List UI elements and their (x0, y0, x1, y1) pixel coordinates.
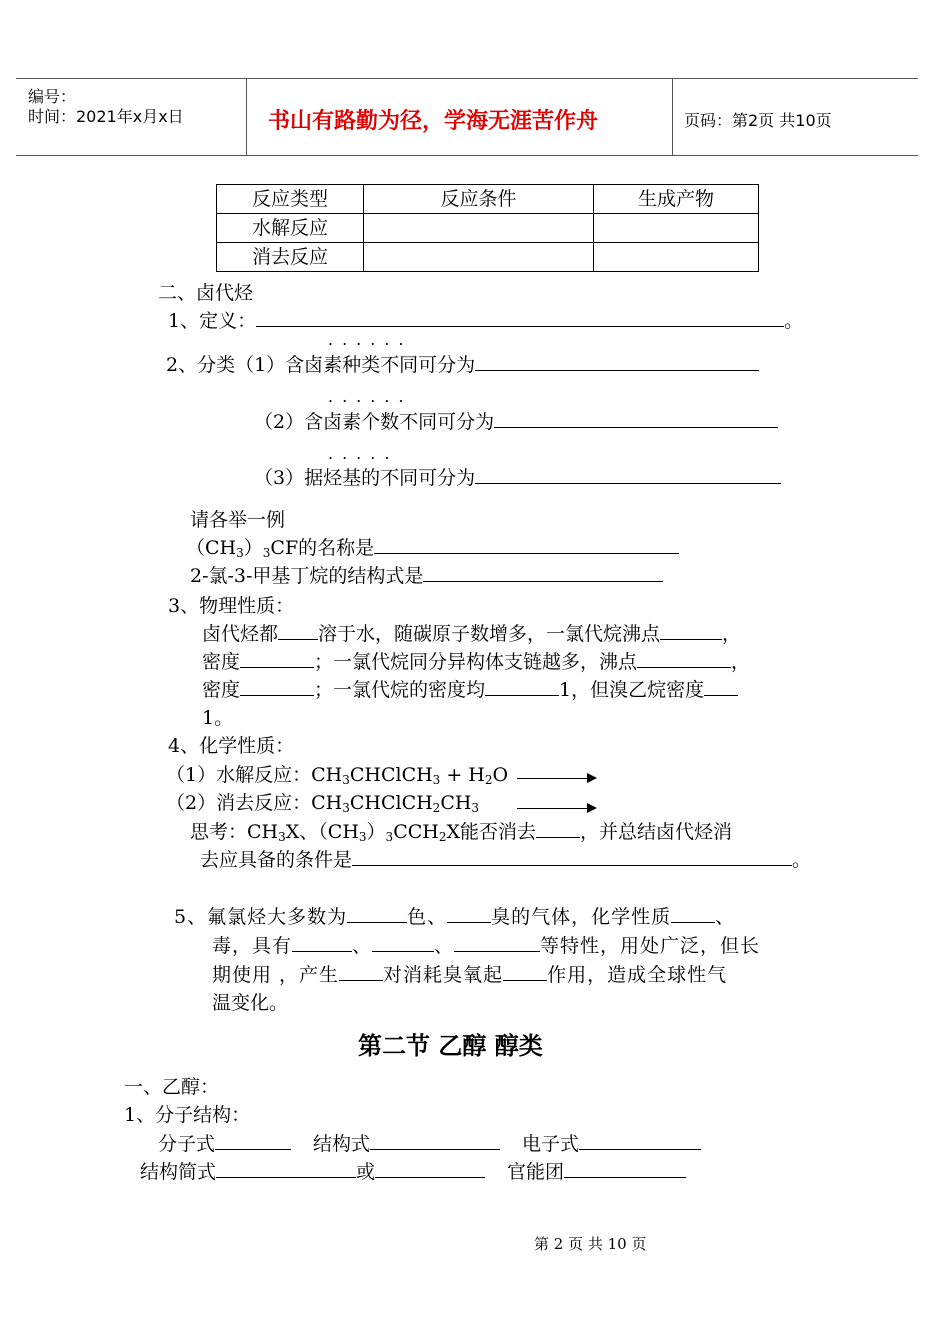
answer-blank[interactable] (494, 407, 778, 428)
answer-blank[interactable] (660, 619, 722, 640)
table-cell-empty[interactable] (364, 214, 594, 243)
answer-blank[interactable] (256, 306, 784, 327)
hydrolysis-reaction: （1）水解反应：$CH_3CHClCH_3 + H_2O$ (166, 764, 509, 787)
structure-title: 1、分子结构： (124, 1104, 251, 1126)
header-divider-left (246, 78, 247, 155)
page-footer: 第 2 页 共 10 页 (534, 1235, 647, 1253)
classification-line-3: （3）据烃基的不同可分为 (254, 463, 781, 490)
table-row (217, 243, 759, 272)
example-title: 请各举一例 (190, 509, 286, 531)
physical-line-3: 密度 ；一氯代烷的密度均 1，但溴乙烷密度 (202, 675, 738, 702)
example-line-2: 2-氯-3-甲基丁烷的结构式是 (190, 561, 663, 588)
answer-blank[interactable] (347, 902, 407, 923)
reaction-table (216, 184, 759, 272)
header-divider-right (672, 78, 673, 155)
answer-blank[interactable] (339, 960, 383, 981)
item5-line-1: 5、氟氯烃大多数为 色、 臭的气体，化学性质 、 (174, 902, 735, 929)
answer-blank[interactable] (216, 1157, 356, 1178)
answer-blank[interactable] (370, 1129, 500, 1150)
table-cell-empty[interactable] (364, 243, 594, 272)
answer-blank[interactable] (475, 350, 759, 371)
reaction-arrow (517, 778, 595, 779)
answer-blank[interactable] (536, 817, 580, 838)
table-cell-empty[interactable] (594, 214, 759, 243)
elimination-reaction: （2）消去反应：$CH_3CHClCH_2CH_3$ (166, 792, 480, 815)
answer-blank[interactable] (215, 1129, 291, 1150)
definition-line: 1、定义： 。 (168, 306, 803, 333)
physical-line-4: 1。 (202, 707, 234, 729)
physical-properties-title: 3、物理性质： (168, 595, 295, 617)
answer-blank[interactable] (352, 845, 792, 866)
answer-blank[interactable] (240, 647, 314, 668)
answer-blank[interactable] (423, 561, 663, 582)
item5-line-3: 期使用 ，产生 对消耗臭氧起 作用，造成全球性气 (212, 960, 727, 987)
table-cell: 水解反应 (217, 214, 364, 243)
answer-blank[interactable] (374, 533, 679, 554)
emphasis-dots: ...... (328, 330, 413, 349)
answer-blank[interactable] (375, 1157, 485, 1178)
ethanol-heading: 一、乙醇： (124, 1076, 220, 1098)
header-bottom-rule (16, 155, 918, 156)
answer-blank[interactable] (447, 902, 491, 923)
answer-blank[interactable] (454, 931, 540, 952)
answer-blank[interactable] (485, 675, 559, 696)
header-time: 时间：2021年x月x日 (28, 107, 184, 126)
answer-blank[interactable] (240, 675, 314, 696)
answer-blank[interactable] (579, 1129, 701, 1150)
table-header-cell: 反应条件 (364, 185, 594, 214)
table-row (217, 214, 759, 243)
answer-blank[interactable] (372, 931, 434, 952)
answer-blank[interactable] (704, 675, 738, 696)
item5-line-4: 温变化。 (212, 992, 289, 1014)
header-serial: 编号： (28, 87, 77, 106)
physical-line-1: 卤代烃都 溶于水，随碳原子数增多，一氯代烷沸点 ， (202, 619, 741, 646)
table-header-cell: 生成产物 (594, 185, 759, 214)
think-line-1: 思考：$CH_3X$、$(CH_3)_3CCH_2X$能否消去 ，并总结卤代烃消 (190, 817, 732, 844)
table-cell-empty[interactable] (594, 243, 759, 272)
header-page-number: 页码：第2页 共10页 (684, 111, 832, 130)
header-top-rule (16, 78, 918, 79)
answer-blank[interactable] (475, 463, 781, 484)
table-header-cell: 反应类型 (217, 185, 364, 214)
think-line-2: 去应具备的条件是 。 (200, 845, 811, 872)
emphasis-dots: ..... (328, 444, 399, 463)
formula-line-2: 结构简式 或 官能团 (140, 1157, 686, 1184)
chemical-properties-title: 4、化学性质： (168, 735, 295, 757)
classification-line-1: 2、分类（1）含卤素种类不同可分为 (166, 350, 759, 377)
answer-blank[interactable] (671, 902, 715, 923)
table-header-row (217, 185, 759, 214)
answer-blank[interactable] (503, 960, 547, 981)
item5-line-2: 毒，具有 、 、 等特性，用处广泛，但长 (212, 931, 760, 958)
reaction-arrow (517, 808, 595, 809)
header-motto: 书山有路勤为径，学海无涯苦作舟 (268, 109, 599, 134)
classification-line-2: （2）含卤素个数不同可分为 (254, 407, 778, 434)
formula-line-1: 分子式 结构式 电子式 (158, 1129, 701, 1156)
physical-line-2: 密度 ；一氯代烷同分异构体支链越多，沸点 ， (202, 647, 750, 674)
answer-blank[interactable] (292, 931, 352, 952)
table-cell: 消去反应 (217, 243, 364, 272)
answer-blank[interactable] (637, 647, 731, 668)
section-title: 第二节 乙醇 醇类 (358, 1031, 543, 1060)
answer-blank[interactable] (278, 619, 318, 640)
example-line-1: $(CH_3)_3CF$的名称是 (186, 533, 679, 560)
answer-blank[interactable] (564, 1157, 686, 1178)
section-heading: 二、卤代烃 (158, 282, 254, 304)
emphasis-dots: ...... (328, 387, 413, 406)
